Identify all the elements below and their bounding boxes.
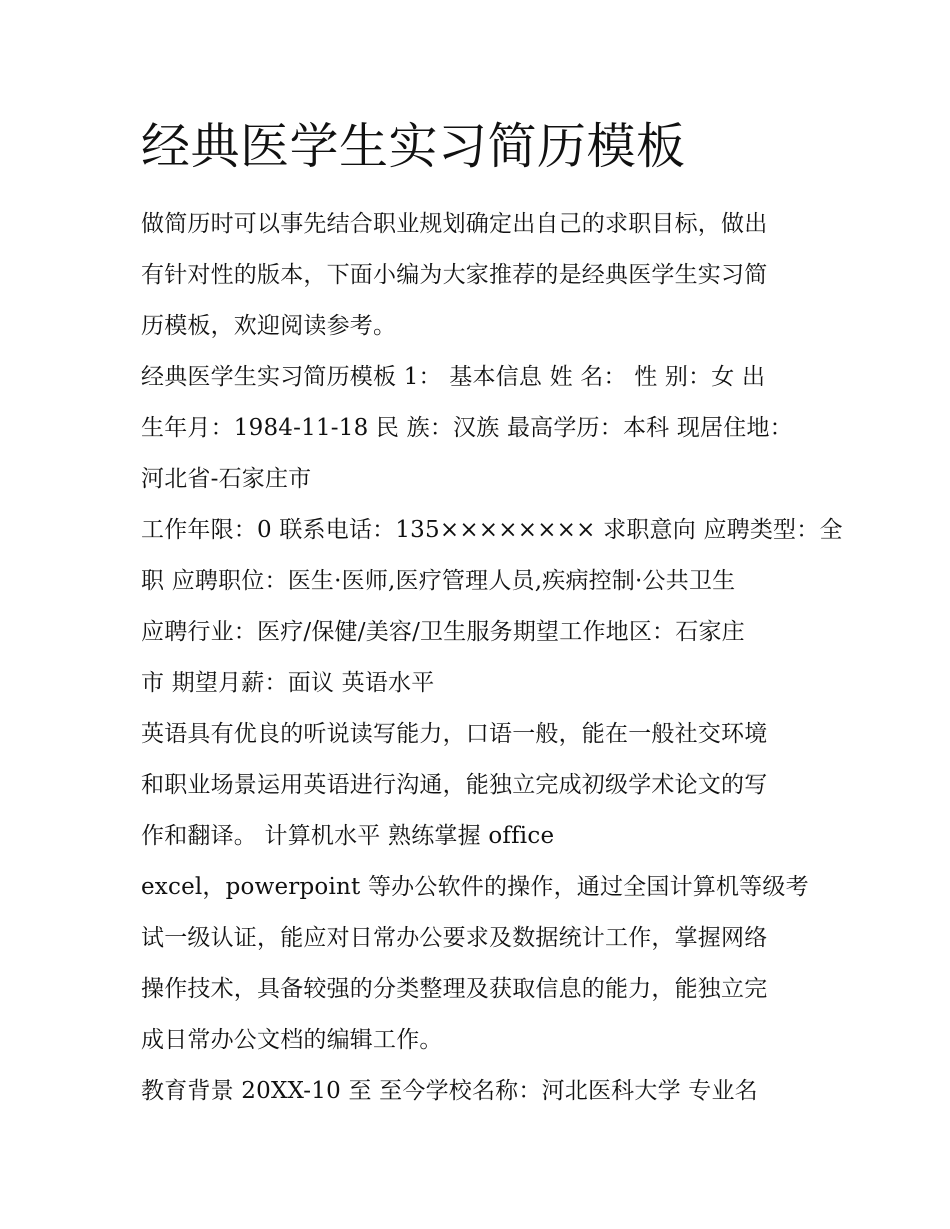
text-line: 应聘行业：医疗/保健/美容/卫生服务期望工作地区：石家庄 xyxy=(141,619,745,645)
text-line: 做简历时可以事先结合职业规划确定出自己的求职目标，做出 xyxy=(141,211,768,237)
job-intent-paragraph xyxy=(141,505,843,607)
text-line: 市 期望月薪：面议 英语水平 xyxy=(141,670,435,696)
document-body xyxy=(141,199,843,1117)
text-line: 经典医学生实习简历模板 1： 基本信息 姓 名： 性 别：女 出 xyxy=(141,364,766,390)
text-line: 历模板，欢迎阅读参考。 xyxy=(141,313,397,339)
education-paragraph xyxy=(141,1066,821,1117)
text-line: 有针对性的版本，下面小编为大家推荐的是经典医学生实习简 xyxy=(141,262,768,288)
text-line: 河北省-石家庄市 xyxy=(141,466,312,492)
computer-skills-paragraph xyxy=(141,862,821,1066)
text-line: excel，powerpoint 等办公软件的操作，通过全国计算机等级考 xyxy=(141,874,809,900)
text-line: 作和翻译。 计算机水平 熟练掌握 office xyxy=(141,823,555,849)
text-line: 和职业场景运用英语进行沟通，能独立完成初级学术论文的写 xyxy=(141,772,768,798)
text-line: 工作年限：0 联系电话：135×××××××× 求职意向 应聘类型：全 xyxy=(141,517,843,543)
text-line: 生年月：1984-11-18 民 族：汉族 最高学历：本科 现居住地： xyxy=(141,415,793,441)
english-skills-paragraph xyxy=(141,709,821,862)
intro-paragraph xyxy=(141,199,821,352)
text-line: 英语具有优良的听说读写能力，口语一般，能在一般社交环境 xyxy=(141,721,768,747)
document-title: 经典医学生实习简历模板 xyxy=(141,118,686,175)
text-line: 教育背景 20XX-10 至 至今学校名称：河北医科大学 专业名 xyxy=(141,1078,758,1104)
industry-paragraph xyxy=(141,607,821,709)
text-line: 试一级认证，能应对日常办公要求及数据统计工作，掌握网络 xyxy=(141,925,768,951)
text-line: 职 应聘职位：医生·医师,医疗管理人员,疾病控制·公共卫生 xyxy=(141,568,736,594)
text-line: 操作技术，具备较强的分类整理及获取信息的能力，能独立完 xyxy=(141,976,768,1002)
text-line: 成日常办公文档的编辑工作。 xyxy=(141,1027,443,1053)
basic-info-paragraph xyxy=(141,352,821,505)
